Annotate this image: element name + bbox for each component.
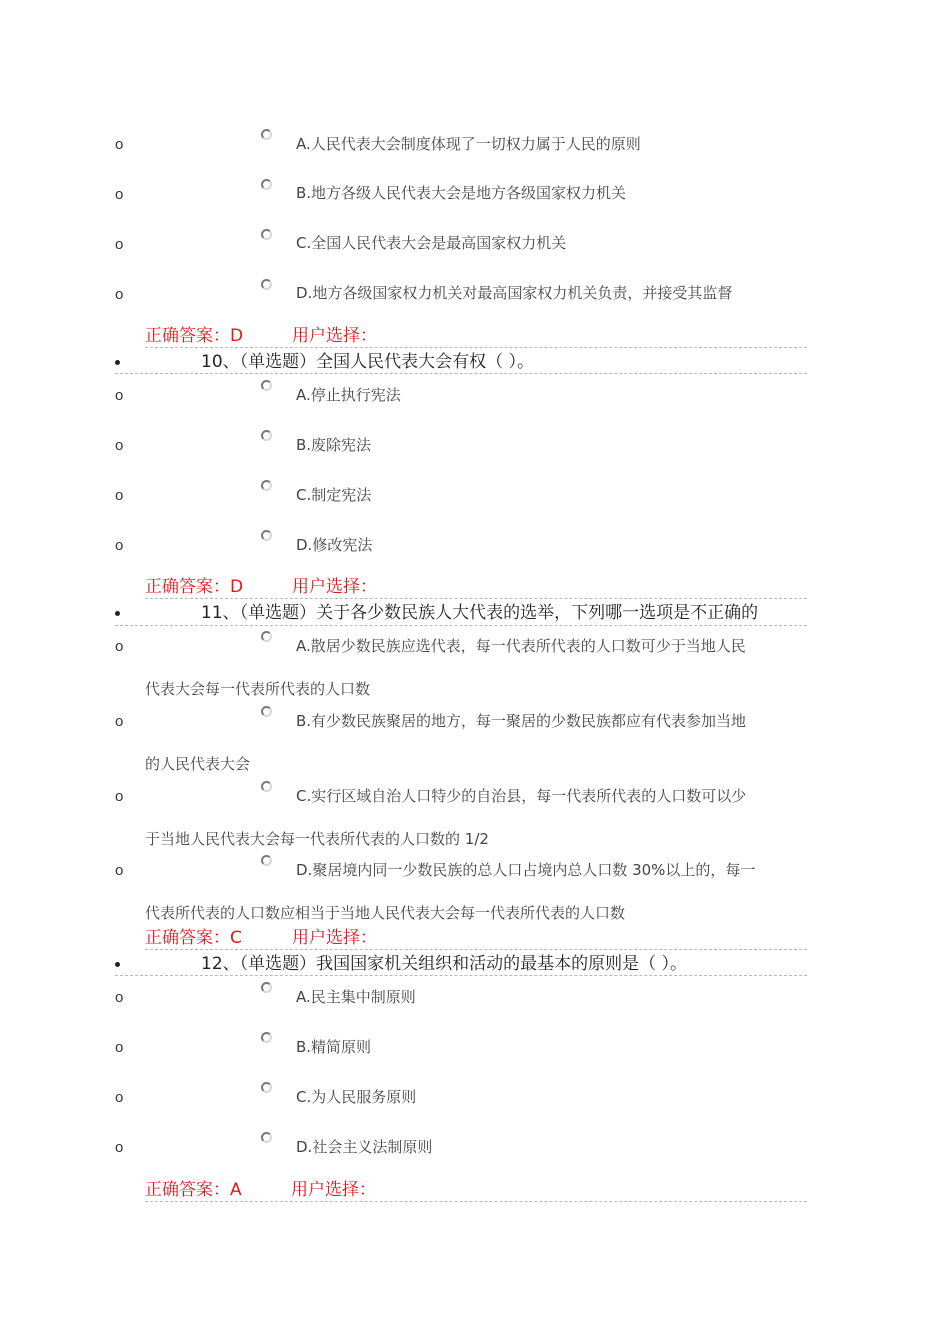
option-marker: o <box>115 713 124 730</box>
question-title: 12、（单选题）我国国家机关组织和活动的最基本的原则是（ ）。 <box>201 954 688 974</box>
divider <box>115 373 807 374</box>
answer-row <box>145 576 377 598</box>
option-marker: o <box>115 487 124 504</box>
option-d-text: D.修改宪法 <box>296 536 373 554</box>
divider <box>115 975 807 976</box>
option-marker: o <box>115 1139 124 1156</box>
correct-answer-value: D <box>230 577 244 597</box>
option-marker: o <box>115 1089 124 1106</box>
option-a-text: A.民主集中制原则 <box>296 988 416 1006</box>
option-marker: o <box>115 788 124 805</box>
option-c-text: C.实行区域自治人口特少的自治县，每一代表所代表的人口数可以少 <box>296 787 747 805</box>
option-marker: o <box>115 537 124 554</box>
correct-answer-label: 正确答案： <box>145 1180 230 1200</box>
radio-button-d[interactable] <box>261 1132 272 1143</box>
option-marker: o <box>115 136 124 153</box>
option-b-text: B.精简原则 <box>296 1038 372 1056</box>
correct-answer-label: 正确答案： <box>145 928 230 948</box>
radio-button-c[interactable] <box>261 781 272 792</box>
divider <box>145 949 807 950</box>
user-choice-label: 用户选择： <box>292 326 377 346</box>
question-bullet <box>115 611 120 616</box>
radio-button-a[interactable] <box>261 631 272 642</box>
answer-row <box>145 927 377 949</box>
radio-button-b[interactable] <box>261 430 272 441</box>
radio-button-c[interactable] <box>261 1082 272 1093</box>
answer-row <box>145 325 377 347</box>
option-b-text: B.地方各级人民代表大会是地方各级国家权力机关 <box>296 184 627 202</box>
option-marker: o <box>115 1039 124 1056</box>
option-c-text: C.为人民服务原则 <box>296 1088 417 1106</box>
option-marker: o <box>115 387 124 404</box>
option-d-text-continued: 代表所代表的人口数应相当于当地人民代表大会每一代表所代表的人口数 <box>145 904 626 922</box>
user-choice-label: 用户选择： <box>292 577 377 597</box>
radio-button-b[interactable] <box>261 1032 272 1043</box>
answer-row <box>145 1179 376 1201</box>
correct-answer-value: C <box>230 928 242 948</box>
option-c-text: C.全国人民代表大会是最高国家权力机关 <box>296 234 567 252</box>
radio-button-d[interactable] <box>261 530 272 541</box>
option-a-text: A.散居少数民族应选代表，每一代表所代表的人口数可少于当地人民 <box>296 637 746 655</box>
option-marker: o <box>115 236 124 253</box>
divider <box>145 598 807 599</box>
user-choice-label: 用户选择： <box>291 1180 376 1200</box>
divider <box>145 347 807 348</box>
user-choice-label: 用户选择： <box>292 928 377 948</box>
correct-answer-value: D <box>230 326 244 346</box>
radio-button-a[interactable] <box>261 129 272 140</box>
option-c-text: C.制定宪法 <box>296 486 372 504</box>
option-d-text: D.聚居境内同一少数民族的总人口占境内总人口数 30%以上的，每一 <box>296 861 756 879</box>
radio-button-c[interactable] <box>261 480 272 491</box>
radio-button-a[interactable] <box>261 380 272 391</box>
radio-button-d[interactable] <box>261 279 272 290</box>
correct-answer-label: 正确答案： <box>145 577 230 597</box>
option-a-text: A.停止执行宪法 <box>296 386 401 404</box>
option-marker: o <box>115 437 124 454</box>
option-b-text-continued: 的人民代表大会 <box>145 755 251 773</box>
option-marker: o <box>115 286 124 303</box>
radio-button-a[interactable] <box>261 982 272 993</box>
question-bullet <box>115 962 120 967</box>
radio-button-d[interactable] <box>261 855 272 866</box>
option-marker: o <box>115 989 124 1006</box>
option-d-text: D.社会主义法制原则 <box>296 1138 433 1156</box>
divider <box>115 625 807 626</box>
option-b-text: B.废除宪法 <box>296 436 372 454</box>
option-c-text-continued: 于当地人民代表大会每一代表所代表的人口数的 1/2 <box>145 830 489 848</box>
radio-button-b[interactable] <box>261 179 272 190</box>
divider <box>145 1201 807 1202</box>
correct-answer-label: 正确答案： <box>145 326 230 346</box>
question-title: 10、（单选题）全国人民代表大会有权（ ）。 <box>201 352 535 372</box>
option-b-text: B.有少数民族聚居的地方，每一聚居的少数民族都应有代表参加当地 <box>296 712 747 730</box>
radio-button-c[interactable] <box>261 229 272 240</box>
correct-answer-value: A <box>230 1180 242 1200</box>
option-a-text-continued: 代表大会每一代表所代表的人口数 <box>145 680 371 698</box>
option-marker: o <box>115 862 124 879</box>
question-bullet <box>115 360 120 365</box>
option-d-text: D.地方各级国家权力机关对最高国家权力机关负责，并接受其监督 <box>296 284 733 302</box>
option-marker: o <box>115 638 124 655</box>
option-a-text: A.人民代表大会制度体现了一切权力属于人民的原则 <box>296 135 641 153</box>
option-marker: o <box>115 186 124 203</box>
radio-button-b[interactable] <box>261 706 272 717</box>
question-title: 11、（单选题）关于各少数民族人大代表的选举，下列哪一选项是不正确的 <box>201 603 759 623</box>
